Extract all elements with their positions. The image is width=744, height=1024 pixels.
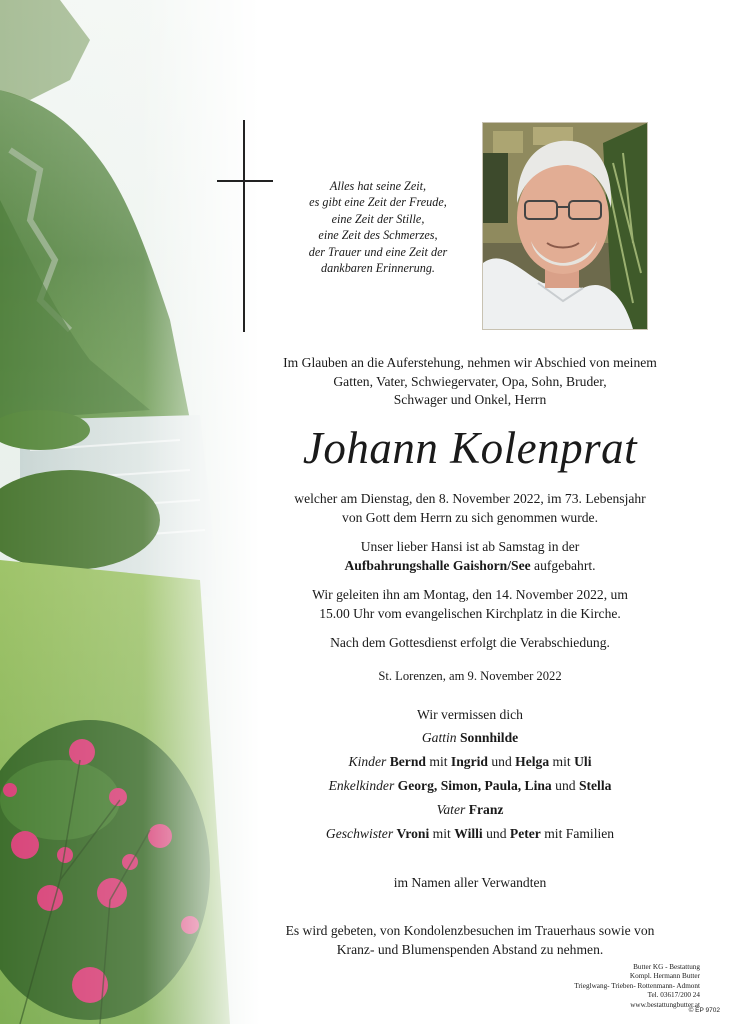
family-father (220, 801, 720, 819)
place-date-line: St. Lorenzen, am 9. November 2022 (378, 669, 562, 683)
connector: mit (432, 826, 451, 841)
family-wife (220, 729, 720, 747)
connector: mit Familien (544, 826, 615, 841)
poem-line: dankbaren Erinnerung. (321, 261, 435, 276)
farewell-text (220, 634, 720, 653)
portrait-photo (482, 122, 648, 330)
undertaker-info (540, 963, 700, 1010)
connector: und (491, 754, 512, 769)
connector: und (486, 826, 507, 841)
request-line: Es wird gebeten, von Kondolenzbesuchen im Trauerhaus sowie von (285, 923, 655, 938)
family-siblings (220, 825, 720, 843)
cross-icon (217, 120, 273, 332)
siblings-label: Geschwister (325, 826, 394, 841)
poem-line: eine Zeit der Stille, (331, 211, 425, 226)
death-text (220, 490, 720, 527)
family-grandchildren (220, 777, 720, 795)
poem-line: der Trauer und eine Zeit der (308, 244, 448, 259)
print-code: © EP 9702 (688, 1007, 720, 1014)
death-line: welcher am Dienstag, den 8. November 2022, im 73. Lebensjahr (294, 491, 646, 506)
family-children (220, 753, 720, 771)
intro-line: Schwager und Onkel, Herrn (393, 392, 547, 407)
grandchild-name: Stella (578, 778, 612, 793)
relatives-line: im Namen aller Verwandten (393, 875, 547, 890)
poem-line: es gibt eine Zeit der Freude, (309, 195, 447, 210)
wife-name: Sonnhilde (459, 730, 519, 745)
connector: mit (429, 754, 448, 769)
poem (288, 178, 468, 276)
funeral-line: 15.00 Uhr vom evangelischen Kirchplatz in die Kirche. (319, 605, 621, 621)
farewell-line: Nach dem Gottesdienst erfolgt die Verabschiedung. (330, 635, 610, 650)
funeral-hall: Aufbahrungshalle Gaishorn/See (344, 557, 531, 573)
undertaker-line: Tel. 03617/200 24 (647, 991, 700, 1000)
sibling-name: Peter (509, 826, 541, 841)
partner-name: Uli (574, 754, 592, 769)
connector: und (555, 778, 576, 793)
undertaker-line: Kompl. Hermann Butter (629, 972, 700, 981)
deceased-name: Johann Kolenprat (302, 423, 638, 473)
sibling-name: Vroni (396, 826, 430, 841)
grandchildren-label: Enkelkinder (328, 778, 395, 793)
undertaker-line: Trieglwang- Trieben- Rottenmann- Admont (574, 981, 700, 990)
laid-out-text (220, 538, 720, 575)
intro-line: Im Glauben an die Auferstehung, nehmen wir Abschied von meinem (283, 355, 657, 370)
laid-out-tail: aufgebahrt. (530, 557, 596, 573)
partner-name: Ingrid (450, 754, 488, 769)
grandchildren-names: Georg, Simon, Paula, Lina (397, 778, 552, 793)
request-line: Kranz- und Blumenspenden Abstand zu nehmen. (336, 941, 604, 957)
funeral-text (220, 586, 720, 623)
poem-line: Alles hat seine Zeit, (329, 179, 427, 193)
poem-line: eine Zeit des Schmerzes, (318, 228, 438, 243)
place-date (220, 667, 720, 686)
child-name: Bernd (389, 754, 426, 769)
father-name: Franz (468, 802, 504, 817)
children-label: Kinder (348, 754, 387, 769)
child-name: Helga (515, 754, 550, 769)
miss-line: Wir vermissen dich (417, 707, 523, 722)
father-label: Vater (436, 802, 466, 817)
laid-out-line: Unser lieber Hansi ist ab Samstag in der (360, 539, 580, 554)
undertaker-line: Butter KG - Bestattung (633, 963, 700, 971)
death-line: von Gott dem Herrn zu sich genommen wurde. (342, 509, 598, 525)
intro-text (220, 354, 720, 410)
request-text (220, 922, 720, 959)
partner-name: Willi (454, 826, 483, 841)
connector: mit (552, 754, 571, 769)
undertaker-line: www.bestattungbutter.at (630, 1000, 700, 1009)
intro-line: Gatten, Vater, Schwiegervater, Opa, Sohn, Bruder, (333, 373, 607, 389)
funeral-line: Wir geleiten ihn am Montag, den 14. November 2022, um (312, 587, 628, 602)
wife-label: Gattin (421, 730, 457, 745)
